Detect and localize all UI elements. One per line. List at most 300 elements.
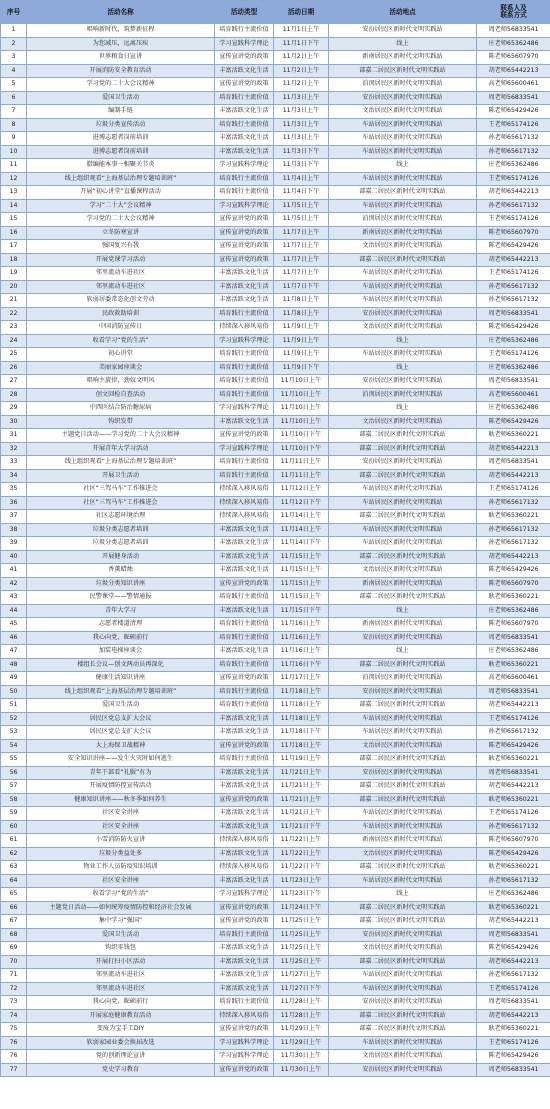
table-row [1, 604, 550, 618]
cell-activity-name: 钩织零钱包 [27, 942, 215, 956]
table-row [1, 226, 550, 240]
cell-activity-name: 唱响主旋律，劲奴文明风 [27, 375, 215, 389]
cell-contact: 周老师56833541 [477, 24, 550, 38]
cell-activity-date: 11月18日上午 [274, 699, 329, 713]
cell-index: 58 [1, 793, 27, 807]
cell-activity-type: 学习宣践科学理论 [215, 402, 274, 416]
cell-activity-type: 培育践行主流价值 [215, 348, 274, 362]
cell-activity-name: 社区安全讲座 [27, 820, 215, 834]
table-row [1, 766, 550, 780]
cell-contact: 孙老师65617132 [477, 496, 550, 510]
cell-activity-name: 邻里流动车进社区 [27, 982, 215, 996]
cell-activity-location: 车站居民区新时代文明实践站 [329, 145, 477, 159]
cell-activity-name: 邻里流动车进社区 [27, 280, 215, 294]
cell-index: 37 [1, 510, 27, 524]
cell-activity-location: 车站居民区新时代文明实践站 [329, 496, 477, 510]
cell-activity-location: 安汾居民区新时代文明实践站 [329, 685, 477, 699]
cell-activity-name: 党史学习教育 [27, 1063, 215, 1077]
cell-activity-type: 培育践行主流价值 [215, 118, 274, 132]
cell-activity-date: 11月22日上午 [274, 834, 329, 848]
table-row [1, 456, 550, 470]
cell-activity-date: 11月9日上午 [274, 321, 329, 335]
table-row [1, 469, 550, 483]
cell-activity-name: 腊编能本事一相聚关节炎 [27, 159, 215, 173]
cell-activity-date: 11月15日上午 [274, 550, 329, 564]
table-row [1, 712, 550, 726]
cell-activity-name: 开展家庭健康教育活动 [27, 1009, 215, 1023]
cell-index: 27 [1, 375, 27, 389]
cell-contact: 庄老师65362486 [477, 361, 550, 375]
cell-activity-location: 部嘉二居民区新时代文明实践站 [329, 591, 477, 605]
cell-activity-location: 文治居民区新时代文明实践站 [329, 1050, 477, 1064]
cell-activity-location: 文治居民区新时代文明实践站 [329, 415, 477, 429]
table-row [1, 1050, 550, 1064]
cell-activity-type: 培育践行主流价值 [215, 699, 274, 713]
cell-activity-date: 11月10日上午 [274, 415, 329, 429]
cell-index: 73 [1, 996, 27, 1010]
cell-activity-date: 11月30日上午 [274, 1063, 329, 1077]
cell-activity-type: 丰富活跃文化生活 [215, 604, 274, 618]
table-row [1, 631, 550, 645]
cell-activity-location: 车站居民区新时代文明实践站 [329, 726, 477, 740]
cell-contact: 周老师56833541 [477, 631, 550, 645]
cell-activity-type: 培育践行主流价值 [215, 618, 274, 632]
cell-activity-location: 线上 [329, 361, 477, 375]
cell-activity-type: 培育践行主流价值 [215, 753, 274, 767]
cell-activity-location: 线上 [329, 604, 477, 618]
cell-activity-type: 丰富活跃文化生活 [215, 415, 274, 429]
cell-activity-name: 开展消防安全教育活动 [27, 64, 215, 78]
cell-index: 50 [1, 685, 27, 699]
table-row [1, 996, 550, 1010]
cell-contact: 胡老师65442213 [477, 699, 550, 713]
cell-activity-type: 培育践行主流价值 [215, 631, 274, 645]
cell-contact: 陈老师65607970 [477, 226, 550, 240]
cell-activity-date: 11月16日下午 [274, 658, 329, 672]
cell-activity-type: 持续深入移风易俗 [215, 861, 274, 875]
cell-activity-date: 11月7日上午 [274, 267, 329, 281]
cell-contact: 周老师56833541 [477, 685, 550, 699]
cell-activity-location: 线上 [329, 159, 477, 173]
cell-activity-date: 11月25日上午 [274, 942, 329, 956]
cell-index: 10 [1, 145, 27, 159]
cell-activity-location: 新南居民区新时代文明实践站 [329, 834, 477, 848]
cell-activity-date: 11月23日上午 [274, 874, 329, 888]
cell-index: 77 [1, 1063, 27, 1077]
cell-contact: 王老师65174126 [477, 483, 550, 497]
cell-activity-name: 爱国卫生活动 [27, 928, 215, 942]
table-row [1, 307, 550, 321]
cell-activity-date: 11月12日下午 [274, 496, 329, 510]
cell-activity-location: 新南居民区新时代文明实践站 [329, 618, 477, 632]
cell-activity-name: 社区安全讲座 [27, 807, 215, 821]
cell-activity-location: 安汾居民区新时代文明实践站 [329, 1063, 477, 1077]
cell-activity-name: 收看学习“党的生活” [27, 334, 215, 348]
cell-activity-location: 部嘉二居民区新时代文明实践站 [329, 793, 477, 807]
cell-contact: 孙老师65617132 [477, 145, 550, 159]
cell-activity-name: 开展党课学习活动 [27, 253, 215, 267]
table-row [1, 213, 550, 227]
cell-contact: 王老师65174126 [477, 172, 550, 186]
cell-contact: 孙老师65617132 [477, 199, 550, 213]
cell-index: 1 [1, 24, 27, 38]
cell-activity-date: 11月22日上午 [274, 847, 329, 861]
cell-activity-name: 民政救助培训 [27, 307, 215, 321]
table-row [1, 415, 550, 429]
header-activity-date: 活动日期 [274, 1, 329, 24]
cell-activity-name: 垃圾分类宣传活动 [27, 118, 215, 132]
cell-contact: 孙老师65617132 [477, 969, 550, 983]
cell-activity-date: 11月28日上午 [274, 996, 329, 1010]
table-row [1, 874, 550, 888]
table-row [1, 280, 550, 294]
cell-activity-date: 11月10日上午 [274, 375, 329, 389]
cell-activity-name: 物业工作人员防疫知识培训 [27, 861, 215, 875]
cell-activity-name: 编制手链 [27, 105, 215, 119]
cell-activity-date: 11月19日上午 [274, 753, 329, 767]
table-row [1, 861, 550, 875]
cell-contact: 胡老师65442213 [477, 1009, 550, 1023]
cell-activity-location: 安汾居民区新时代文明实践站 [329, 766, 477, 780]
cell-activity-date: 11月2日上午 [274, 78, 329, 92]
cell-activity-name: 社区安全讲座 [27, 874, 215, 888]
cell-activity-name: 为您减压，远离压疾 [27, 37, 215, 51]
cell-activity-type: 丰富活跃文化生活 [215, 280, 274, 294]
cell-activity-location: 部嘉二居民区新时代文明实践站 [329, 186, 477, 200]
table-row [1, 132, 550, 146]
cell-contact: 胡老师65442213 [477, 253, 550, 267]
cell-activity-location: 部嘉二居民区新时代文明实践站 [329, 780, 477, 794]
cell-index: 47 [1, 645, 27, 659]
cell-activity-type: 丰富活跃文化生活 [215, 807, 274, 821]
cell-index: 8 [1, 118, 27, 132]
cell-activity-date: 11月25日上午 [274, 915, 329, 929]
cell-activity-date: 11月27日上午 [274, 969, 329, 983]
cell-contact: 耿老师65360221 [477, 1023, 550, 1037]
cell-index: 38 [1, 523, 27, 537]
cell-index: 62 [1, 847, 27, 861]
header-contact: 联系人及 联系方式 [477, 1, 550, 24]
cell-activity-type: 宣传宣讲党的政策 [215, 1063, 274, 1077]
cell-index: 48 [1, 658, 27, 672]
cell-activity-type: 宣传宣讲党的政策 [215, 226, 274, 240]
table-row [1, 942, 550, 956]
cell-activity-name: 开展卫生活动 [27, 469, 215, 483]
cell-activity-name: 集中学习“强国” [27, 915, 215, 929]
cell-index: 18 [1, 253, 27, 267]
cell-index: 64 [1, 874, 27, 888]
cell-activity-name: 垃圾分类志愿者培训 [27, 537, 215, 551]
table-row [1, 24, 550, 38]
cell-activity-type: 宣传宣讲党的政策 [215, 429, 274, 443]
cell-activity-location: 线上 [329, 334, 477, 348]
cell-activity-date: 11月14日上午 [274, 510, 329, 524]
cell-activity-name: 收看学习“党的生活” [27, 888, 215, 902]
table-row [1, 64, 550, 78]
cell-activity-location: 车站居民区新时代文明实践站 [329, 874, 477, 888]
table-row [1, 739, 550, 753]
cell-activity-type: 持续深入移风易俗 [215, 483, 274, 497]
cell-activity-name: 加装电梯座谈会 [27, 645, 215, 659]
cell-activity-type: 持续深入移风易俗 [215, 321, 274, 335]
cell-activity-type: 丰富活跃文化生活 [215, 645, 274, 659]
cell-activity-name: 中西医结合防治糖尿病 [27, 402, 215, 416]
cell-activity-date: 11月5日上午 [274, 199, 329, 213]
cell-activity-name: 初心讲堂 [27, 348, 215, 362]
cell-activity-type: 学习宣践科学理论 [215, 442, 274, 456]
cell-activity-name: 学习党的二十大会议精神 [27, 78, 215, 92]
table-row [1, 51, 550, 65]
cell-activity-date: 11月17日上午 [274, 672, 329, 686]
table-row [1, 186, 550, 200]
cell-activity-location: 车站居民区新时代文明实践站 [329, 1036, 477, 1050]
table-row [1, 37, 550, 51]
cell-activity-location: 部嘉二居民区新时代文明实践站 [329, 1009, 477, 1023]
cell-activity-type: 持续深入移风易俗 [215, 496, 274, 510]
cell-activity-type: 宣传宣讲党的政策 [215, 240, 274, 254]
cell-contact: 王老师65174126 [477, 807, 550, 821]
cell-activity-type: 丰富活跃文化生活 [215, 766, 274, 780]
cell-activity-type: 丰富活跃文化生活 [215, 145, 274, 159]
table-row [1, 820, 550, 834]
cell-contact: 耿老师65360221 [477, 753, 550, 767]
cell-activity-type: 培育践行主流价值 [215, 375, 274, 389]
cell-activity-location: 线上 [329, 645, 477, 659]
cell-activity-type: 丰富活跃文化生活 [215, 550, 274, 564]
cell-contact: 耿老师65360221 [477, 510, 550, 524]
cell-activity-date: 11月11日上午 [274, 469, 329, 483]
cell-activity-location: 安汾居民区新时代文明实践站 [329, 24, 477, 38]
cell-contact: 陈老师65429426 [477, 942, 550, 956]
cell-activity-name: 进博志愿者岗前培训 [27, 132, 215, 146]
cell-activity-location: 部嘉二居民区新时代文明实践站 [329, 429, 477, 443]
cell-activity-location: 部嘉二居民区新时代文明实践站 [329, 861, 477, 875]
cell-index: 17 [1, 240, 27, 254]
table-row [1, 240, 550, 254]
cell-contact: 胡老师65442213 [477, 186, 550, 200]
table-row [1, 901, 550, 915]
cell-contact: 陈老师65429426 [477, 240, 550, 254]
cell-activity-location: 线上 [329, 888, 477, 902]
table-row [1, 105, 550, 119]
cell-activity-name: 软弱家园业委会换届改选 [27, 1036, 215, 1050]
cell-index: 65 [1, 888, 27, 902]
table-row [1, 496, 550, 510]
cell-activity-date: 11月9日上午 [274, 334, 329, 348]
cell-contact: 胡老师65442213 [477, 442, 550, 456]
cell-index: 32 [1, 442, 27, 456]
cell-activity-type: 培育践行主流价值 [215, 469, 274, 483]
cell-activity-location: 车站居民区新时代文明实践站 [329, 483, 477, 497]
cell-activity-type: 培育践行主流价值 [215, 186, 274, 200]
cell-activity-type: 培育践行主流价值 [215, 685, 274, 699]
cell-index: 13 [1, 186, 27, 200]
cell-contact: 陈老师65429426 [477, 739, 550, 753]
cell-index: 53 [1, 726, 27, 740]
cell-activity-location: 线上 [329, 37, 477, 51]
cell-activity-location: 部嘉二居民区新时代文明实践站 [329, 658, 477, 672]
cell-activity-type: 宣传宣讲党的政策 [215, 672, 274, 686]
table-row [1, 658, 550, 672]
cell-activity-date: 11月18日上午 [274, 739, 329, 753]
cell-activity-name: 开展疫情防控宣传活动 [27, 780, 215, 794]
cell-contact: 耿老师65360221 [477, 591, 550, 605]
cell-contact: 庄老师65362486 [477, 402, 550, 416]
cell-activity-type: 培育践行主流价值 [215, 928, 274, 942]
cell-contact: 耿老师65360221 [477, 861, 550, 875]
cell-index: 26 [1, 361, 27, 375]
cell-activity-type: 丰富活跃文化生活 [215, 982, 274, 996]
cell-activity-type: 持续深入移风易俗 [215, 834, 274, 848]
cell-activity-date: 11月21日上午 [274, 780, 329, 794]
cell-index: 21 [1, 294, 27, 308]
cell-activity-name: 美丽家园座谈会 [27, 361, 215, 375]
cell-contact: 胡老师65442213 [477, 955, 550, 969]
cell-index: 36 [1, 496, 27, 510]
cell-activity-type: 宣传宣讲党的政策 [215, 901, 274, 915]
table-row [1, 199, 550, 213]
cell-activity-date: 11月12日上午 [274, 483, 329, 497]
cell-activity-date: 11月7日上午 [274, 226, 329, 240]
cell-activity-type: 持续深入移风易俗 [215, 1009, 274, 1023]
cell-contact: 孙老师65617132 [477, 820, 550, 834]
table-row [1, 159, 550, 173]
cell-activity-type: 宣传宣讲党的政策 [215, 739, 274, 753]
cell-activity-location: 文治居民区新时代文明实践站 [329, 564, 477, 578]
cell-activity-name: 世界粮食日宣讲 [27, 51, 215, 65]
cell-contact: 周老师56833541 [477, 91, 550, 105]
cell-activity-date: 11月10日上午 [274, 402, 329, 416]
cell-index: 30 [1, 415, 27, 429]
cell-contact: 胡老师65442213 [477, 915, 550, 929]
cell-activity-date: 11月18日上午 [274, 685, 329, 699]
cell-activity-name: 楼组长会议—创文两动员再深化 [27, 658, 215, 672]
cell-contact: 周老师56833541 [477, 928, 550, 942]
cell-activity-type: 学习宣践科学理论 [215, 159, 274, 173]
cell-index: 63 [1, 861, 27, 875]
cell-index: 66 [1, 901, 27, 915]
header-index: 序号 [1, 1, 27, 24]
cell-activity-type: 学习宣践科学理论 [215, 888, 274, 902]
cell-activity-name: 爱国卫生活动 [27, 91, 215, 105]
header-activity-name: 活动名称 [27, 1, 215, 24]
cell-activity-type: 培育践行主流价值 [215, 307, 274, 321]
table-row [1, 537, 550, 551]
cell-activity-date: 11月21日下午 [274, 820, 329, 834]
cell-activity-type: 丰富活跃文化生活 [215, 132, 274, 146]
cell-activity-date: 11月8日上午 [274, 307, 329, 321]
table-row [1, 267, 550, 281]
cell-activity-type: 宣传宣讲党的政策 [215, 51, 274, 65]
cell-index: 12 [1, 172, 27, 186]
table-row [1, 888, 550, 902]
cell-activity-date: 11月10日下午 [274, 429, 329, 443]
cell-activity-date: 11月30日上午 [274, 1050, 329, 1064]
cell-contact: 庄老师65362486 [477, 159, 550, 173]
cell-activity-date: 11月25日上午 [274, 928, 329, 942]
table-row [1, 1036, 550, 1050]
table-row [1, 402, 550, 416]
cell-contact: 王老师65174126 [477, 712, 550, 726]
cell-activity-location: 文治居民区新时代文明实践站 [329, 739, 477, 753]
cell-activity-type: 丰富活跃文化生活 [215, 267, 274, 281]
table-row [1, 550, 550, 564]
cell-activity-name: 大上海保卫战精神 [27, 739, 215, 753]
cell-activity-location: 安汾居民区新时代文明实践站 [329, 456, 477, 470]
cell-activity-type: 培育践行主流价值 [215, 996, 274, 1010]
cell-contact: 陈老师65429426 [477, 321, 550, 335]
cell-index: 6 [1, 91, 27, 105]
cell-activity-type: 学习宣践科学理论 [215, 199, 274, 213]
cell-activity-type: 丰富活跃文化生活 [215, 969, 274, 983]
cell-index: 55 [1, 753, 27, 767]
cell-index: 14 [1, 199, 27, 213]
cell-activity-date: 11月14日上午 [274, 523, 329, 537]
cell-activity-date: 11月11日上午 [274, 456, 329, 470]
header-activity-type: 活动类型 [215, 1, 274, 24]
cell-activity-location: 车站居民区新时代文明实践站 [329, 280, 477, 294]
cell-index: 23 [1, 321, 27, 335]
header-activity-location: 活动地点 [329, 1, 477, 24]
cell-activity-name: 主题党日活动——学习党的二十大会议精神 [27, 429, 215, 443]
cell-contact: 庄老师65362486 [477, 645, 550, 659]
table-row [1, 253, 550, 267]
cell-activity-name: 志愿者楼道清理 [27, 618, 215, 632]
cell-contact: 高老师65600461 [477, 388, 550, 402]
table-row [1, 672, 550, 686]
cell-activity-type: 学习宣践科学理论 [215, 334, 274, 348]
cell-contact: 孙老师65617132 [477, 523, 550, 537]
table-row [1, 564, 550, 578]
table-row [1, 969, 550, 983]
cell-activity-location: 安汾居民区新时代文明实践站 [329, 631, 477, 645]
cell-activity-location: 部嘉二居民区新时代文明实践站 [329, 955, 477, 969]
table-row [1, 321, 550, 335]
cell-index: 72 [1, 982, 27, 996]
cell-index: 57 [1, 780, 27, 794]
cell-activity-date: 11月2日上午 [274, 64, 329, 78]
cell-activity-location: 部嘉二居民区新时代文明实践站 [329, 753, 477, 767]
table-row [1, 361, 550, 375]
cell-activity-type: 培育践行主流价值 [215, 658, 274, 672]
cell-contact: 孙老师65617132 [477, 537, 550, 551]
cell-index: 42 [1, 577, 27, 591]
cell-activity-name: 进博志愿者岗前培训 [27, 145, 215, 159]
cell-index: 67 [1, 915, 27, 929]
cell-activity-type: 丰富活跃文化生活 [215, 874, 274, 888]
cell-activity-date: 11月21日上午 [274, 807, 329, 821]
cell-activity-type: 丰富活跃文化生活 [215, 564, 274, 578]
cell-activity-location: 文治居民区新时代文明实践站 [329, 321, 477, 335]
cell-activity-type: 培育践行主流价值 [215, 172, 274, 186]
cell-activity-date: 11月29日上午 [274, 1023, 329, 1037]
cell-index: 46 [1, 631, 27, 645]
cell-index: 44 [1, 604, 27, 618]
table-row [1, 145, 550, 159]
cell-activity-date: 11月9日上午 [274, 348, 329, 362]
cell-activity-name: 学习“二十大”会议精神 [27, 199, 215, 213]
cell-index: 34 [1, 469, 27, 483]
cell-activity-location: 车站居民区新时代文明实践站 [329, 267, 477, 281]
cell-index: 3 [1, 51, 27, 65]
table-row [1, 91, 550, 105]
cell-activity-date: 11月4日上午 [274, 172, 329, 186]
cell-activity-date: 11月28日上午 [274, 1009, 329, 1023]
cell-activity-date: 11月14日下午 [274, 537, 329, 551]
cell-index: 43 [1, 591, 27, 605]
cell-contact: 胡老师65442213 [477, 469, 550, 483]
cell-activity-type: 持续深入移风易俗 [215, 510, 274, 524]
